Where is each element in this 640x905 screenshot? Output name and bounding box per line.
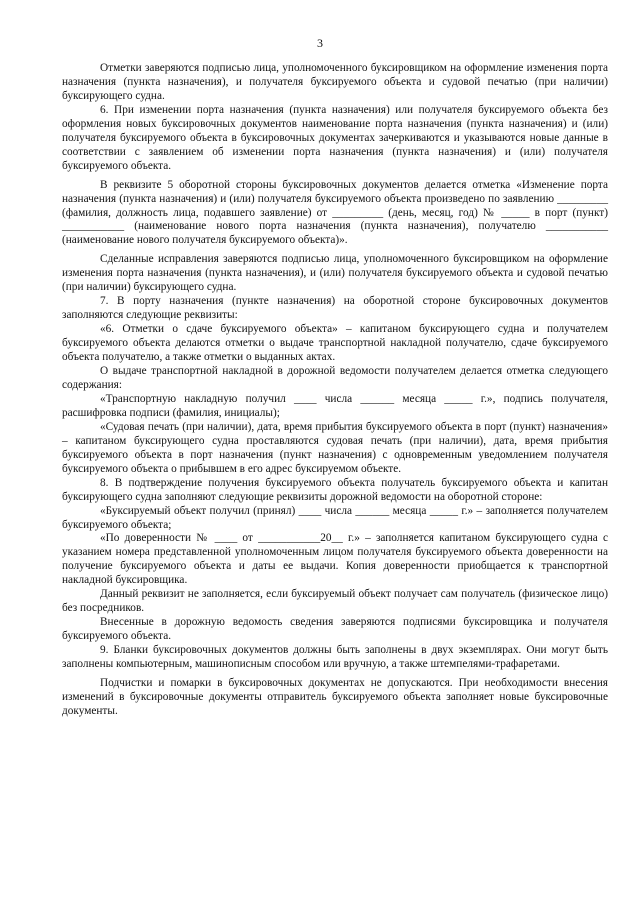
paragraph: 8. В подтверждение получения буксируемого объекта получатель буксируемого объекта и капитан буксирующего судна заполняют следующие реквизиты дорожной ведомости на оборотной стороне: [62, 476, 608, 503]
paragraph: О выдаче транспортной накладной в дорожной ведомости получателем делается отметка следующего содержания: [62, 365, 608, 391]
paragraph: Внесенные в дорожную ведомость сведения заверяются подписями буксировщика и получателя буксируемого объекта. [62, 616, 608, 643]
page-number: 3 [317, 36, 323, 50]
paragraph: 6. При изменении порта назначения (пункта назначения) или получателя буксируемого объекта без оформления новых буксировочных документов наименование порта назначения (пункта назначения) и (или) получателя буксируемого объекта в буксировочных документах зачеркиваются и указываются новые данные в соответствии с заявлением об изменении порта назначения (пункта назначения) и (или) получателя буксируемого объекта. [62, 103, 608, 172]
paragraph: «Буксируемый объект получил (принял) ____ числа ______ месяца _____ г.» – заполняется получателем буксируемого объекта; [62, 504, 608, 531]
paragraph: Отметки заверяются подписью лица, уполномоченного буксировщиком на оформление изменения порта назначения (пункта назначения), и получателя буксируемого объекта и судовой печатью (при наличии) буксирующего судна. [62, 62, 608, 102]
document-body [62, 62, 608, 719]
paragraph: Сделанные исправления заверяются подписью лица, уполномоченного буксировщиком на оформление изменения порта назначения (пункта назначения), и (или) получателя буксируемого объекта и судовой печатью (при наличии) буксирующего судна. [62, 253, 608, 294]
paragraph: Подчистки и помарки в буксировочных документах не допускаются. При необходимости внесения изменений в буксировочные документы отправитель буксируемого объекта заполняет новые буксировочные документы. [62, 676, 608, 717]
paragraph: Данный реквизит не заполняется, если буксируемый объект получает сам получатель (физическое лицо) без посредников. [62, 588, 608, 615]
paragraph: 9. Бланки буксировочных документов должны быть заполнены в двух экземплярах. Они могут быть заполнены компьютерным, машинописным способом или вручную, а также штемпелями-трафаретами. [62, 644, 608, 671]
paragraph: «6. Отметки о сдаче буксируемого объекта» – капитаном буксирующего судна и получателем буксируемого объекта делаются отметки о выдаче транспортной накладной получателю, сдаче буксируемого объекта получателю, а также отметки о выданных актах. [62, 323, 608, 364]
paragraph: «Судовая печать (при наличии), дата, время прибытия буксируемого объекта в порт (пункт) назначения» – капитаном буксирующего судна проставляются судовая печать (при наличии), дата, время прибытия буксируемого объекта в порт назначения (пункт назначения) с одновременным уведомлением получателя буксируемого объекта о прибывшем в его адрес буксируемом объекте. [62, 420, 608, 475]
paragraph: В реквизите 5 оборотной стороны буксировочных документов делается отметка «Изменение порта назначения (пункта назначения) и (или) получателя буксируемого объекта произведено по заявлению _________ (фамилия, должность лица, подавшего заявление) от _________ (день, месяц, год) № _____ в порт (пункт) ___________ (наименование нового порта назначения (пункта назначения), получателю ___________ (наименование нового получателя буксируемого объекта)». [62, 178, 608, 247]
paragraph: 7. В порту назначения (пункте назначения) на оборотной стороне буксировочных документов заполняются следующие реквизиты: [62, 295, 608, 322]
paragraph: «Транспортную накладную получил ____ числа ______ месяца _____ г.», подпись получателя, расшифровка подписи (фамилия, инициалы); [62, 392, 608, 419]
paragraph: «По доверенности № ____ от ___________20__ г.» – заполняется капитаном буксирующего судна с указанием номера представленной уполномоченным лицом получателя буксируемого объекта доверенности на получение буксируемого объекта и даты ее выдачи. Копия доверенности приобщается к транспортной накладной буксировщика. [62, 532, 608, 587]
